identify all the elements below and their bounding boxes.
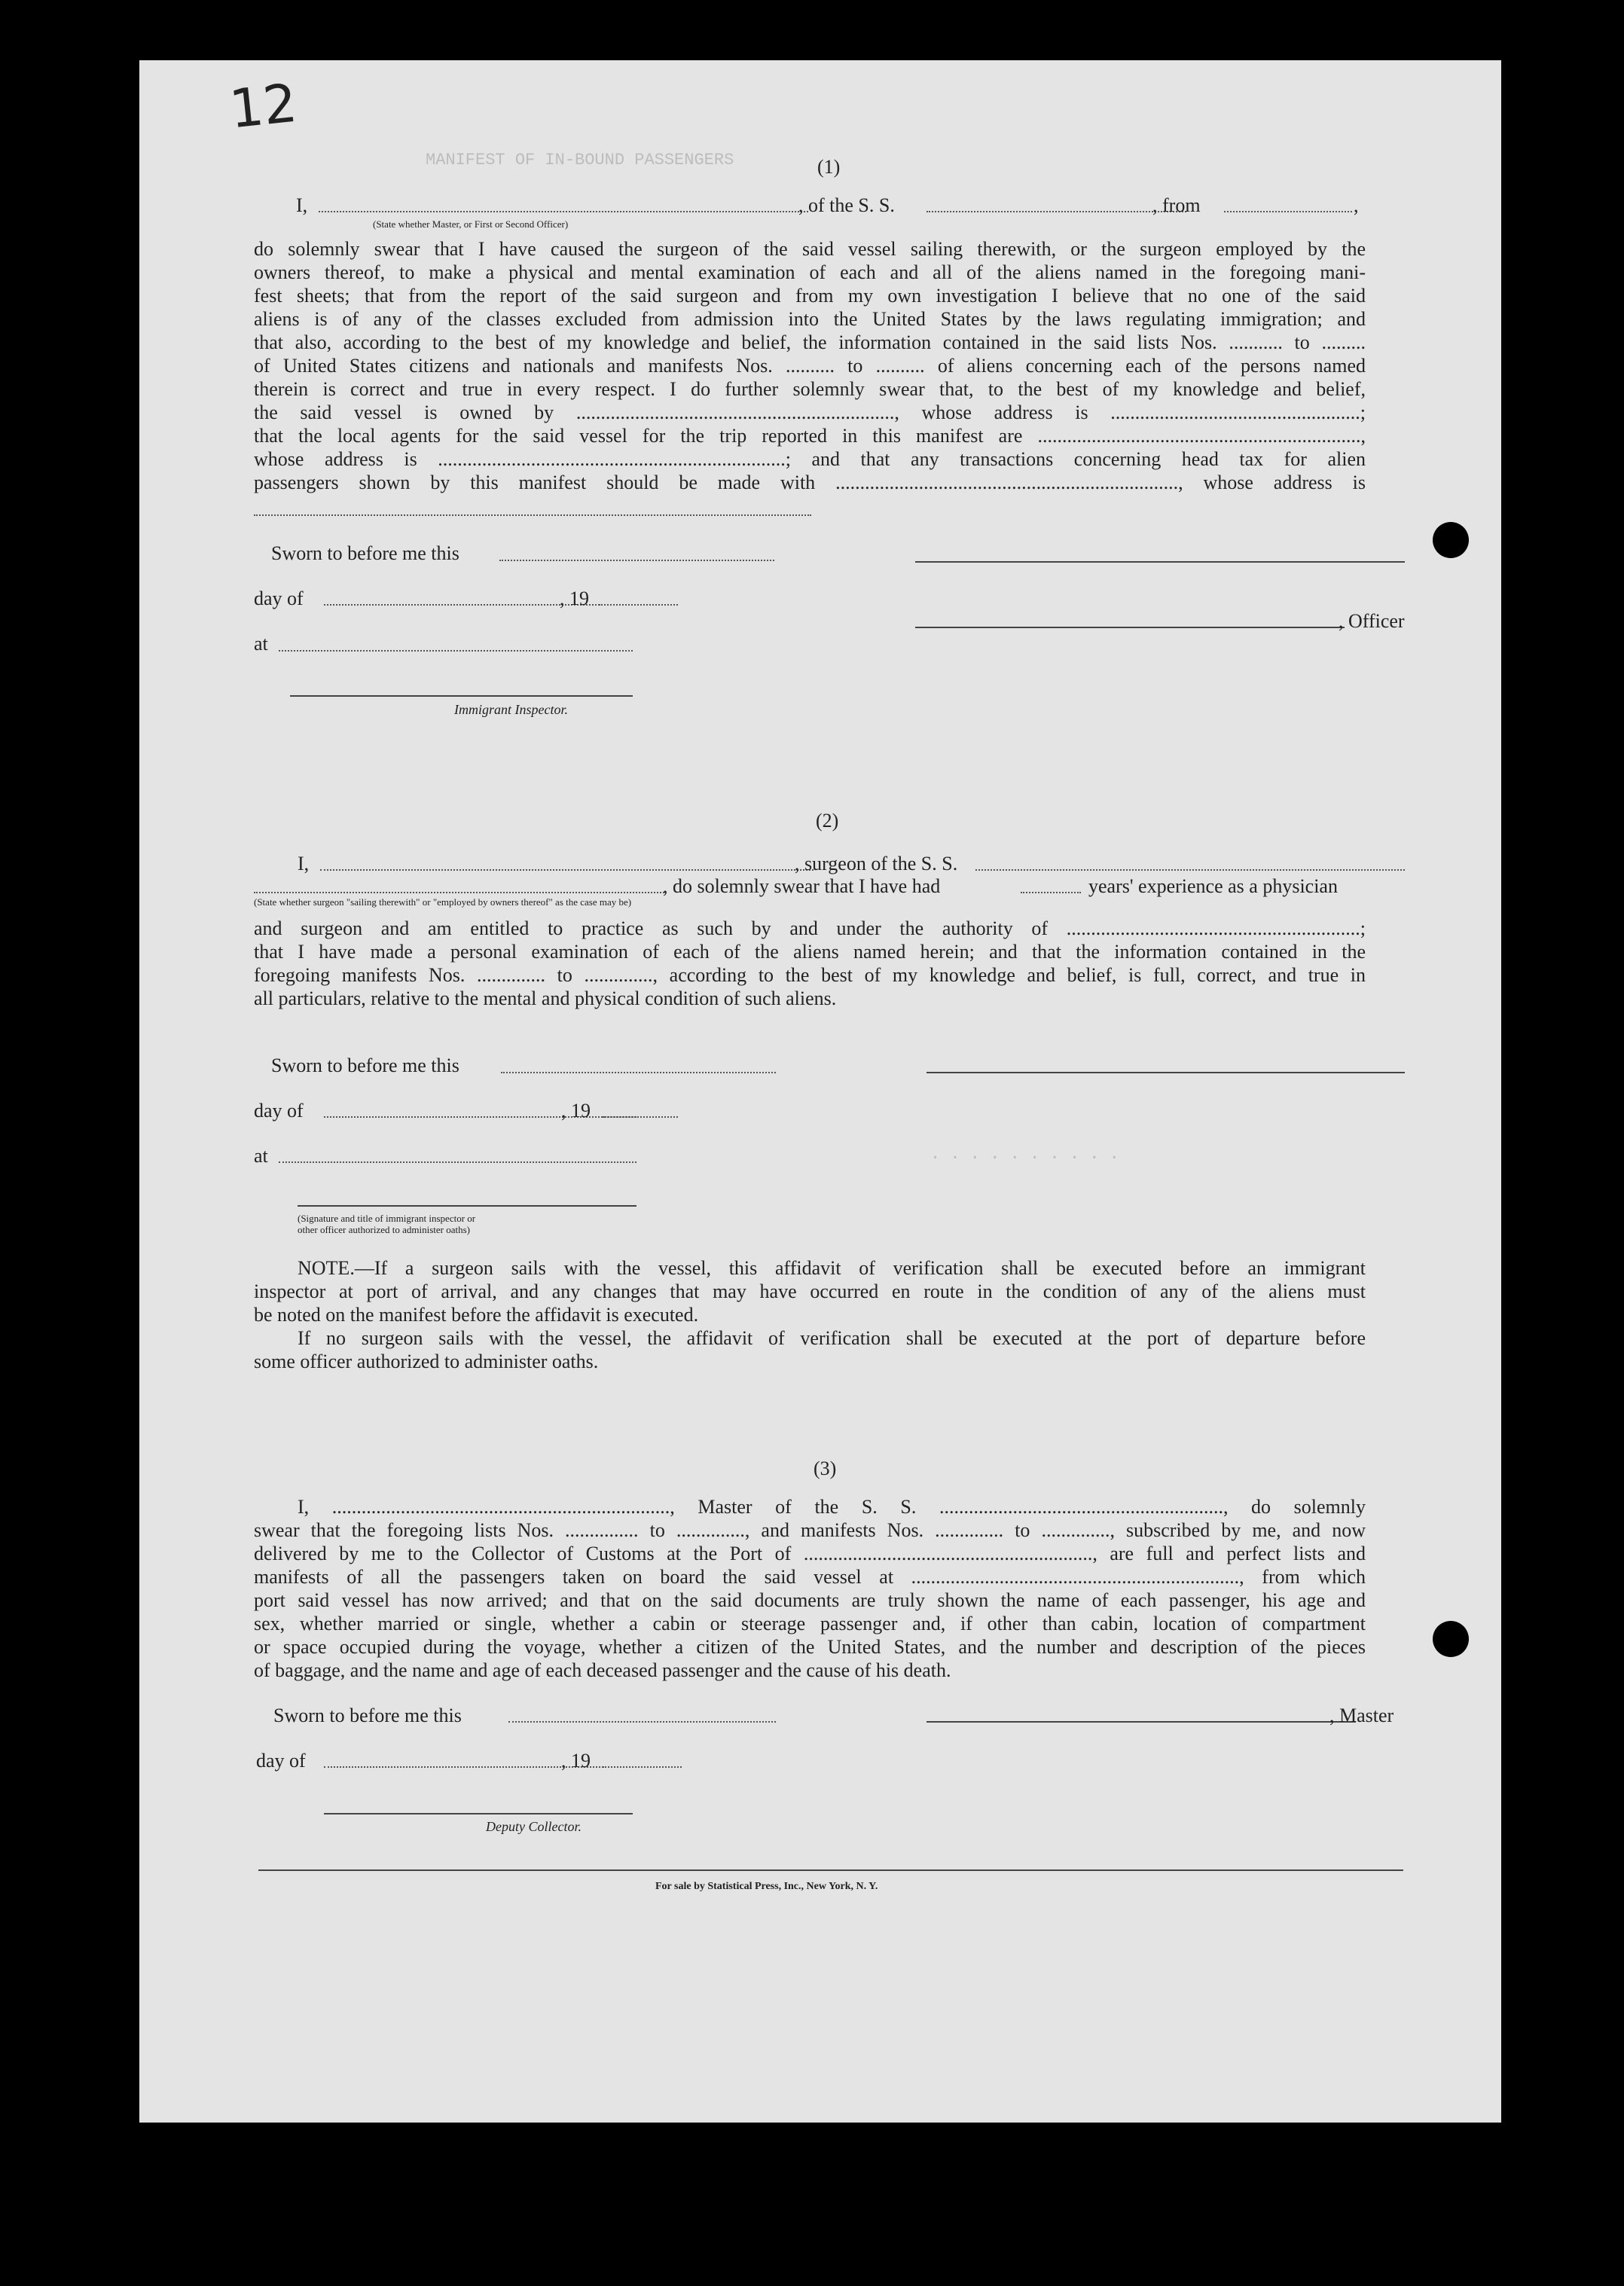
master-label: , Master — [1329, 1705, 1394, 1726]
text-line: passengers shown by this manifest should be made with ......................................................................, whose address is — [254, 472, 1366, 493]
inspector-label: Immigrant Inspector. — [454, 702, 568, 717]
authorized-signature-line[interactable] — [298, 1205, 636, 1207]
text-line: I, ....................................................................., Master of the S. S. .........................................................., do solemnly — [298, 1496, 1366, 1518]
master-signature-line[interactable] — [926, 1721, 1356, 1723]
footer-rule — [258, 1869, 1403, 1871]
year-label: , 19 — [560, 588, 589, 609]
handwritten-page-number: 12 — [226, 72, 301, 141]
section-1-of-ss: , of the S. S. — [798, 194, 895, 216]
punch-hole — [1433, 1621, 1469, 1657]
printer-credit: For sale by Statistical Press, Inc., New York, N. Y. — [655, 1881, 878, 1892]
section-2-body — [254, 917, 1366, 1010]
year-field[interactable] — [599, 604, 633, 606]
at-label: at — [254, 633, 268, 655]
officer-label: , Officer — [1339, 610, 1405, 632]
at-label-2: at — [254, 1145, 268, 1167]
section-1-caption: (State whether Master, or First or Second Officer) — [373, 218, 569, 230]
address-continuation-field[interactable] — [254, 514, 811, 516]
text-line: of United States citizens and nationals and manifests Nos. .......... to .......... of aliens concerning each of the persons named — [254, 355, 1366, 377]
year-label-2: , 19 — [561, 1100, 591, 1122]
note-text — [254, 1256, 1366, 1373]
at-field[interactable] — [279, 650, 633, 652]
sworn-label-3: Sworn to before me this — [273, 1705, 462, 1726]
text-line: delivered by me to the Collector of Customs at the Port of ..........................................................., are full and perfect lists and — [254, 1543, 1366, 1564]
text-line: therein is correct and true in every respect. I do further solemnly swear that, to the best of my knowledge and belief, — [254, 378, 1366, 400]
note-line: If no surgeon sails with the vessel, the affidavit of verification shall be executed at the port of departure before — [298, 1327, 1366, 1349]
surgeon-status-field[interactable] — [254, 892, 664, 893]
from-port-field[interactable] — [1224, 211, 1352, 212]
surgeon-vessel-field[interactable] — [975, 869, 1405, 871]
text-line: or space occupied during the voyage, whether a citizen of the United States, and the number and description of the pieces — [254, 1636, 1366, 1658]
section-2-caption: (State whether surgeon "sailing therewith" or "employed by owners thereof" as the case may be) — [254, 896, 632, 908]
section-2-number: (2) — [816, 810, 839, 832]
year-label-3: , 19 — [561, 1750, 591, 1772]
signature-caption-2: other officer authorized to administer oaths) — [298, 1224, 470, 1235]
note-line: inspector at port of arrival, and any changes that may have occurred en route in the condition of any of the aliens must — [254, 1280, 1366, 1302]
collector-signature-line[interactable] — [324, 1813, 633, 1814]
text-line: foregoing manifests Nos. .............. to .............., according to the best of my knowledge and belief, is full, correct, and true in — [254, 964, 1366, 986]
text-line: the said vessel is owned by ................................................................., whose address is ...................................................; — [254, 401, 1366, 423]
punch-hole — [1433, 522, 1469, 558]
year-field-2[interactable] — [603, 1116, 636, 1118]
text-line: all particulars, relative to the mental and physical condition of such aliens. — [254, 987, 837, 1009]
vessel-name-field[interactable] — [926, 211, 1186, 212]
signature-line[interactable] — [915, 561, 1405, 563]
section-3-body — [254, 1495, 1366, 1682]
text-line: that also, according to the best of my knowledge and belief, the information contained in the said lists Nos. ........... to ......... — [254, 331, 1366, 353]
note-line: NOTE.—If a surgeon sails with the vessel, this affidavit of verification shall be executed before an immigrant — [298, 1257, 1366, 1279]
text-line: swear that the foregoing lists Nos. ............... to .............., and manifests Nos. .............. to .............., subscribed by me, and now — [254, 1519, 1366, 1541]
bleed-through-text: . . . . . . . . . . — [930, 1145, 1119, 1164]
surgeon-of-ss: , surgeon of the S. S. — [795, 853, 958, 874]
years-field[interactable] — [1021, 892, 1081, 893]
sworn-label-2: Sworn to before me this — [271, 1054, 459, 1076]
bleed-through-text: MANIFEST OF IN-BOUND PASSENGERS — [426, 151, 734, 169]
text-line: and surgeon and am entitled to practice as such by and under the authority of ............................................................; — [254, 917, 1366, 939]
section-2-i: I, — [298, 853, 310, 874]
text-line: that the local agents for the said vessel for the trip reported in this manifest are .................................................................., — [254, 425, 1366, 447]
at-field-2[interactable] — [279, 1161, 636, 1163]
section-1-body — [254, 237, 1366, 494]
years-experience-text: years' experience as a physician — [1088, 875, 1338, 897]
sworn-date-field[interactable] — [499, 560, 774, 561]
signature-caption-1: (Signature and title of immigrant inspector or — [298, 1213, 476, 1224]
note-line: some officer authorized to administer oaths. — [254, 1351, 599, 1372]
text-line: sex, whether married or single, whether a cabin or steerage passenger and, if other than cabin, location of compartment — [254, 1613, 1366, 1634]
surgeon-swear-text: , do solemnly swear that I have had — [663, 875, 941, 897]
text-line: whose address is .......................................................................; and that any transactions concerning head tax for alien — [254, 448, 1366, 470]
text-line: fest sheets; that from the report of the said surgeon and from my own investigation I believe that no one of the said — [254, 285, 1366, 307]
surgeon-signature-line[interactable] — [926, 1072, 1405, 1073]
year-field-3[interactable] — [603, 1766, 636, 1768]
sworn-label: Sworn to before me this — [271, 542, 459, 564]
text-line: do solemnly swear that I have caused the surgeon of the said vessel sailing therewith, or the surgeon employed by the — [254, 238, 1366, 260]
sworn-date-field-3[interactable] — [508, 1721, 776, 1723]
collector-label: Deputy Collector. — [486, 1819, 582, 1834]
sworn-date-field-2[interactable] — [501, 1072, 776, 1073]
officer-name-field[interactable] — [319, 211, 808, 212]
text-line: that I have made a personal examination of each of the aliens named herein; and that the information contained in the — [254, 941, 1366, 963]
text-line: owners thereof, to make a physical and mental examination of each and all of the aliens named in the foregoing mani- — [254, 261, 1366, 283]
day-of-label-2: day of — [254, 1100, 304, 1122]
inspector-signature-line[interactable] — [290, 695, 633, 697]
day-of-label-3: day of — [256, 1750, 306, 1772]
officer-signature-line[interactable] — [915, 627, 1345, 628]
day-of-label: day of — [254, 588, 304, 609]
section-3-number: (3) — [814, 1457, 837, 1479]
note-line: be noted on the manifest before the affidavit is executed. — [254, 1304, 699, 1326]
surgeon-name-field[interactable] — [320, 869, 814, 871]
section-1-number: (1) — [817, 156, 841, 178]
text-line: aliens is of any of the classes excluded from admission into the United States by the laws regulating immigration; and — [254, 308, 1366, 330]
section-1-from: , from — [1152, 194, 1201, 216]
section-1-i: I, — [296, 194, 308, 216]
document-sheet — [139, 60, 1501, 2123]
section-1-comma: , — [1354, 194, 1359, 216]
text-line: manifests of all the passengers taken on board the said vessel at ..................................................................., from which — [254, 1566, 1366, 1588]
text-line: of baggage, and the name and age of each deceased passenger and the cause of his death. — [254, 1659, 951, 1681]
text-line: port said vessel has now arrived; and that on the said documents are truly shown the name of each passenger, his age and — [254, 1589, 1366, 1611]
